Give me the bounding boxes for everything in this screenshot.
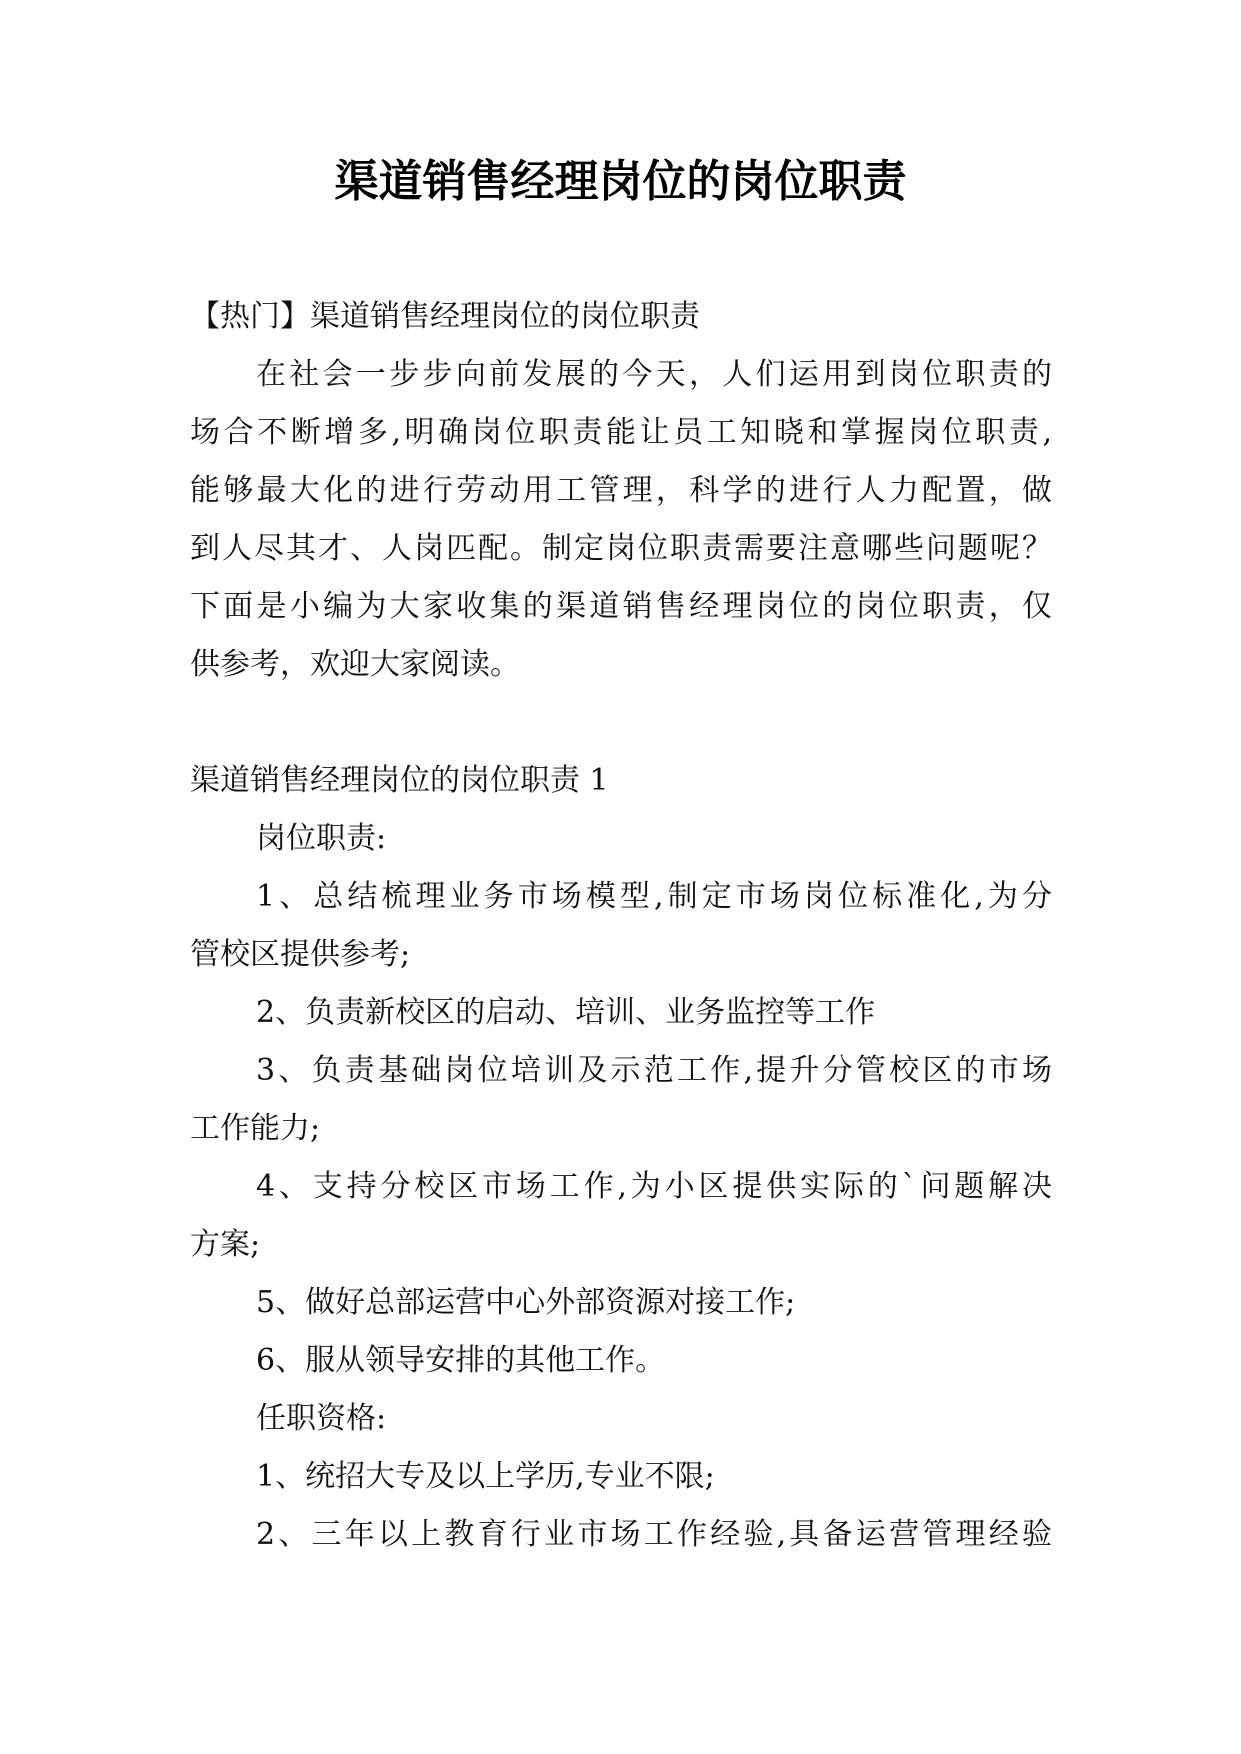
intro-line: 供参考，欢迎大家阅读。 [190,647,520,682]
duty-item: 1、总结梳理业务市场模型,制定市场岗位标准化,为分 [256,879,1052,914]
duties-label: 岗位职责: [256,821,387,856]
duty-item: 3、负责基础岗位培训及示范工作,提升分管校区的市场 [256,1053,1052,1088]
document-body [190,288,1052,1564]
duty-item: 5、做好总部运营中心外部资源对接工作; [256,1285,796,1320]
intro-line: 场合不断增多,明确岗位职责能让员工知晓和掌握岗位职责, [190,415,1052,450]
document-title: 渠道销售经理岗位的岗位职责 [334,156,907,207]
duty-item-continued: 工作能力; [190,1111,321,1146]
heading-line: 【热门】渠道销售经理岗位的岗位职责 [190,299,700,334]
intro-line: 在社会一步步向前发展的今天，人们运用到岗位职责的 [256,357,1052,392]
duty-item: 4、支持分校区市场工作,为小区提供实际的`问题解决 [256,1169,1052,1204]
qualification-item: 2、三年以上教育行业市场工作经验,具备运营管理经验 [256,1517,1052,1552]
qualifications-label: 任职资格: [256,1401,387,1436]
duty-item-continued: 管校区提供参考; [190,937,411,972]
section-title: 渠道销售经理岗位的岗位职责 1 [190,763,609,798]
intro-line: 下面是小编为大家收集的渠道销售经理岗位的岗位职责，仅 [190,589,1052,624]
paragraph-gap [190,694,1052,752]
duty-item-continued: 方案; [190,1227,261,1262]
qualification-item: 1、统招大专及以上学历,专业不限; [256,1459,715,1494]
duty-item: 2、负责新校区的启动、培训、业务监控等工作 [256,995,876,1030]
duty-item: 6、服从领导安排的其他工作。 [256,1343,666,1378]
intro-line: 能够最大化的进行劳动用工管理，科学的进行人力配置，做 [190,473,1052,508]
intro-line: 到人尽其才、人岗匹配。制定岗位职责需要注意哪些问题呢？ [190,531,1052,566]
